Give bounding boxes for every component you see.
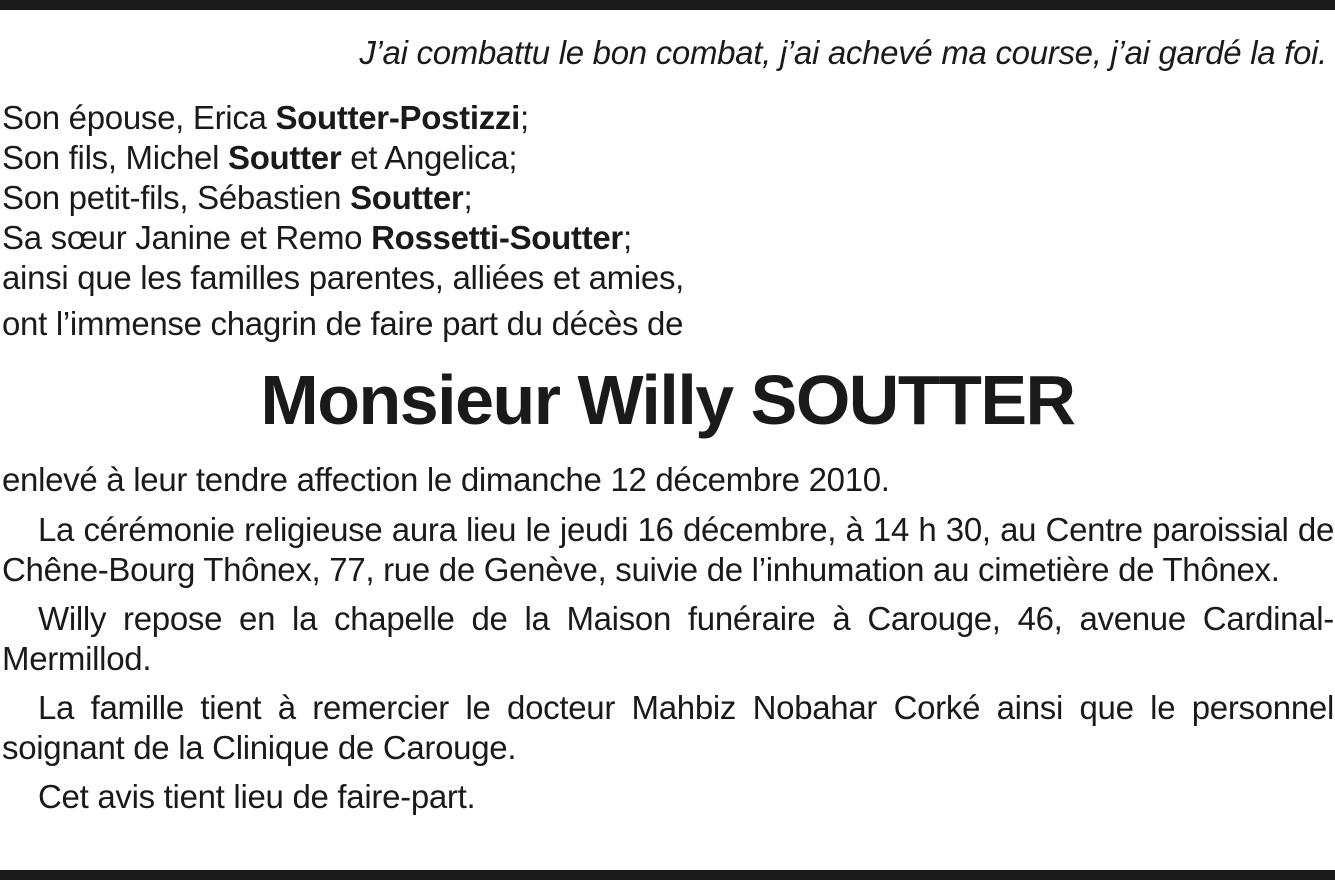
- family-list: [2, 98, 684, 298]
- family-line-text: Son fils, Michel: [2, 139, 228, 176]
- thanks-paragraph: La famille tient à remercier le docteur Mahbiz Nobahar Corké ainsi que le personnel soignant de la Clinique de Carouge.: [2, 689, 1334, 766]
- family-line-suffix: et Angelica;: [341, 139, 518, 176]
- family-line-text: Son épouse, Erica: [2, 99, 276, 136]
- family-surname: Soutter: [350, 179, 464, 216]
- family-line-text: ainsi que les familles parentes, alliées et amies,: [2, 259, 685, 296]
- passing-date-line: enlevé à leur tendre affection le dimanche 12 décembre 2010.: [2, 461, 890, 498]
- notice-body: [2, 510, 1334, 826]
- family-line-relatives: [2, 258, 684, 298]
- rest-location-paragraph: Willy repose en la chapelle de la Maison funéraire à Carouge, 46, avenue Cardinal-Mermillod.: [2, 600, 1334, 677]
- family-line-suffix: ;: [622, 219, 632, 256]
- family-surname: Rossetti-Soutter: [371, 219, 623, 256]
- family-line-son: [2, 138, 684, 178]
- family-surname: Soutter-Postizzi: [275, 99, 520, 136]
- ceremony-paragraph: La cérémonie religieuse aura lieu le jeudi 16 décembre, à 14 h 30, au Centre paroissial de Chêne-Bourg Thônex, 77, rue de Genève, suivie de l’inhumation au cimetière de Thônex.: [2, 511, 1334, 588]
- family-line-suffix: ;: [520, 99, 529, 136]
- family-line-suffix: ;: [463, 179, 473, 216]
- notice-paragraph: Cet avis tient lieu de faire-part.: [38, 778, 476, 815]
- family-line-text: Sa sœur Janine et Remo: [2, 219, 372, 256]
- family-surname: Soutter: [227, 139, 342, 176]
- top-border-rule: [0, 0, 1335, 10]
- bottom-border-rule: [0, 870, 1335, 880]
- epigraph-quote: J’ai combattu le bon combat, j’ai achevé ma course, j’ai gardé la foi.: [359, 34, 1327, 71]
- family-line-sister: [2, 218, 684, 258]
- family-line-grandson: [2, 178, 684, 218]
- family-line-text: Son petit-fils, Sébastien: [2, 179, 351, 216]
- deceased-name-heading: Monsieur Willy SOUTTER: [260, 361, 1075, 439]
- announcement-line: ont l’immense chagrin de faire part du décès de: [2, 305, 684, 342]
- family-line-spouse: [2, 98, 684, 138]
